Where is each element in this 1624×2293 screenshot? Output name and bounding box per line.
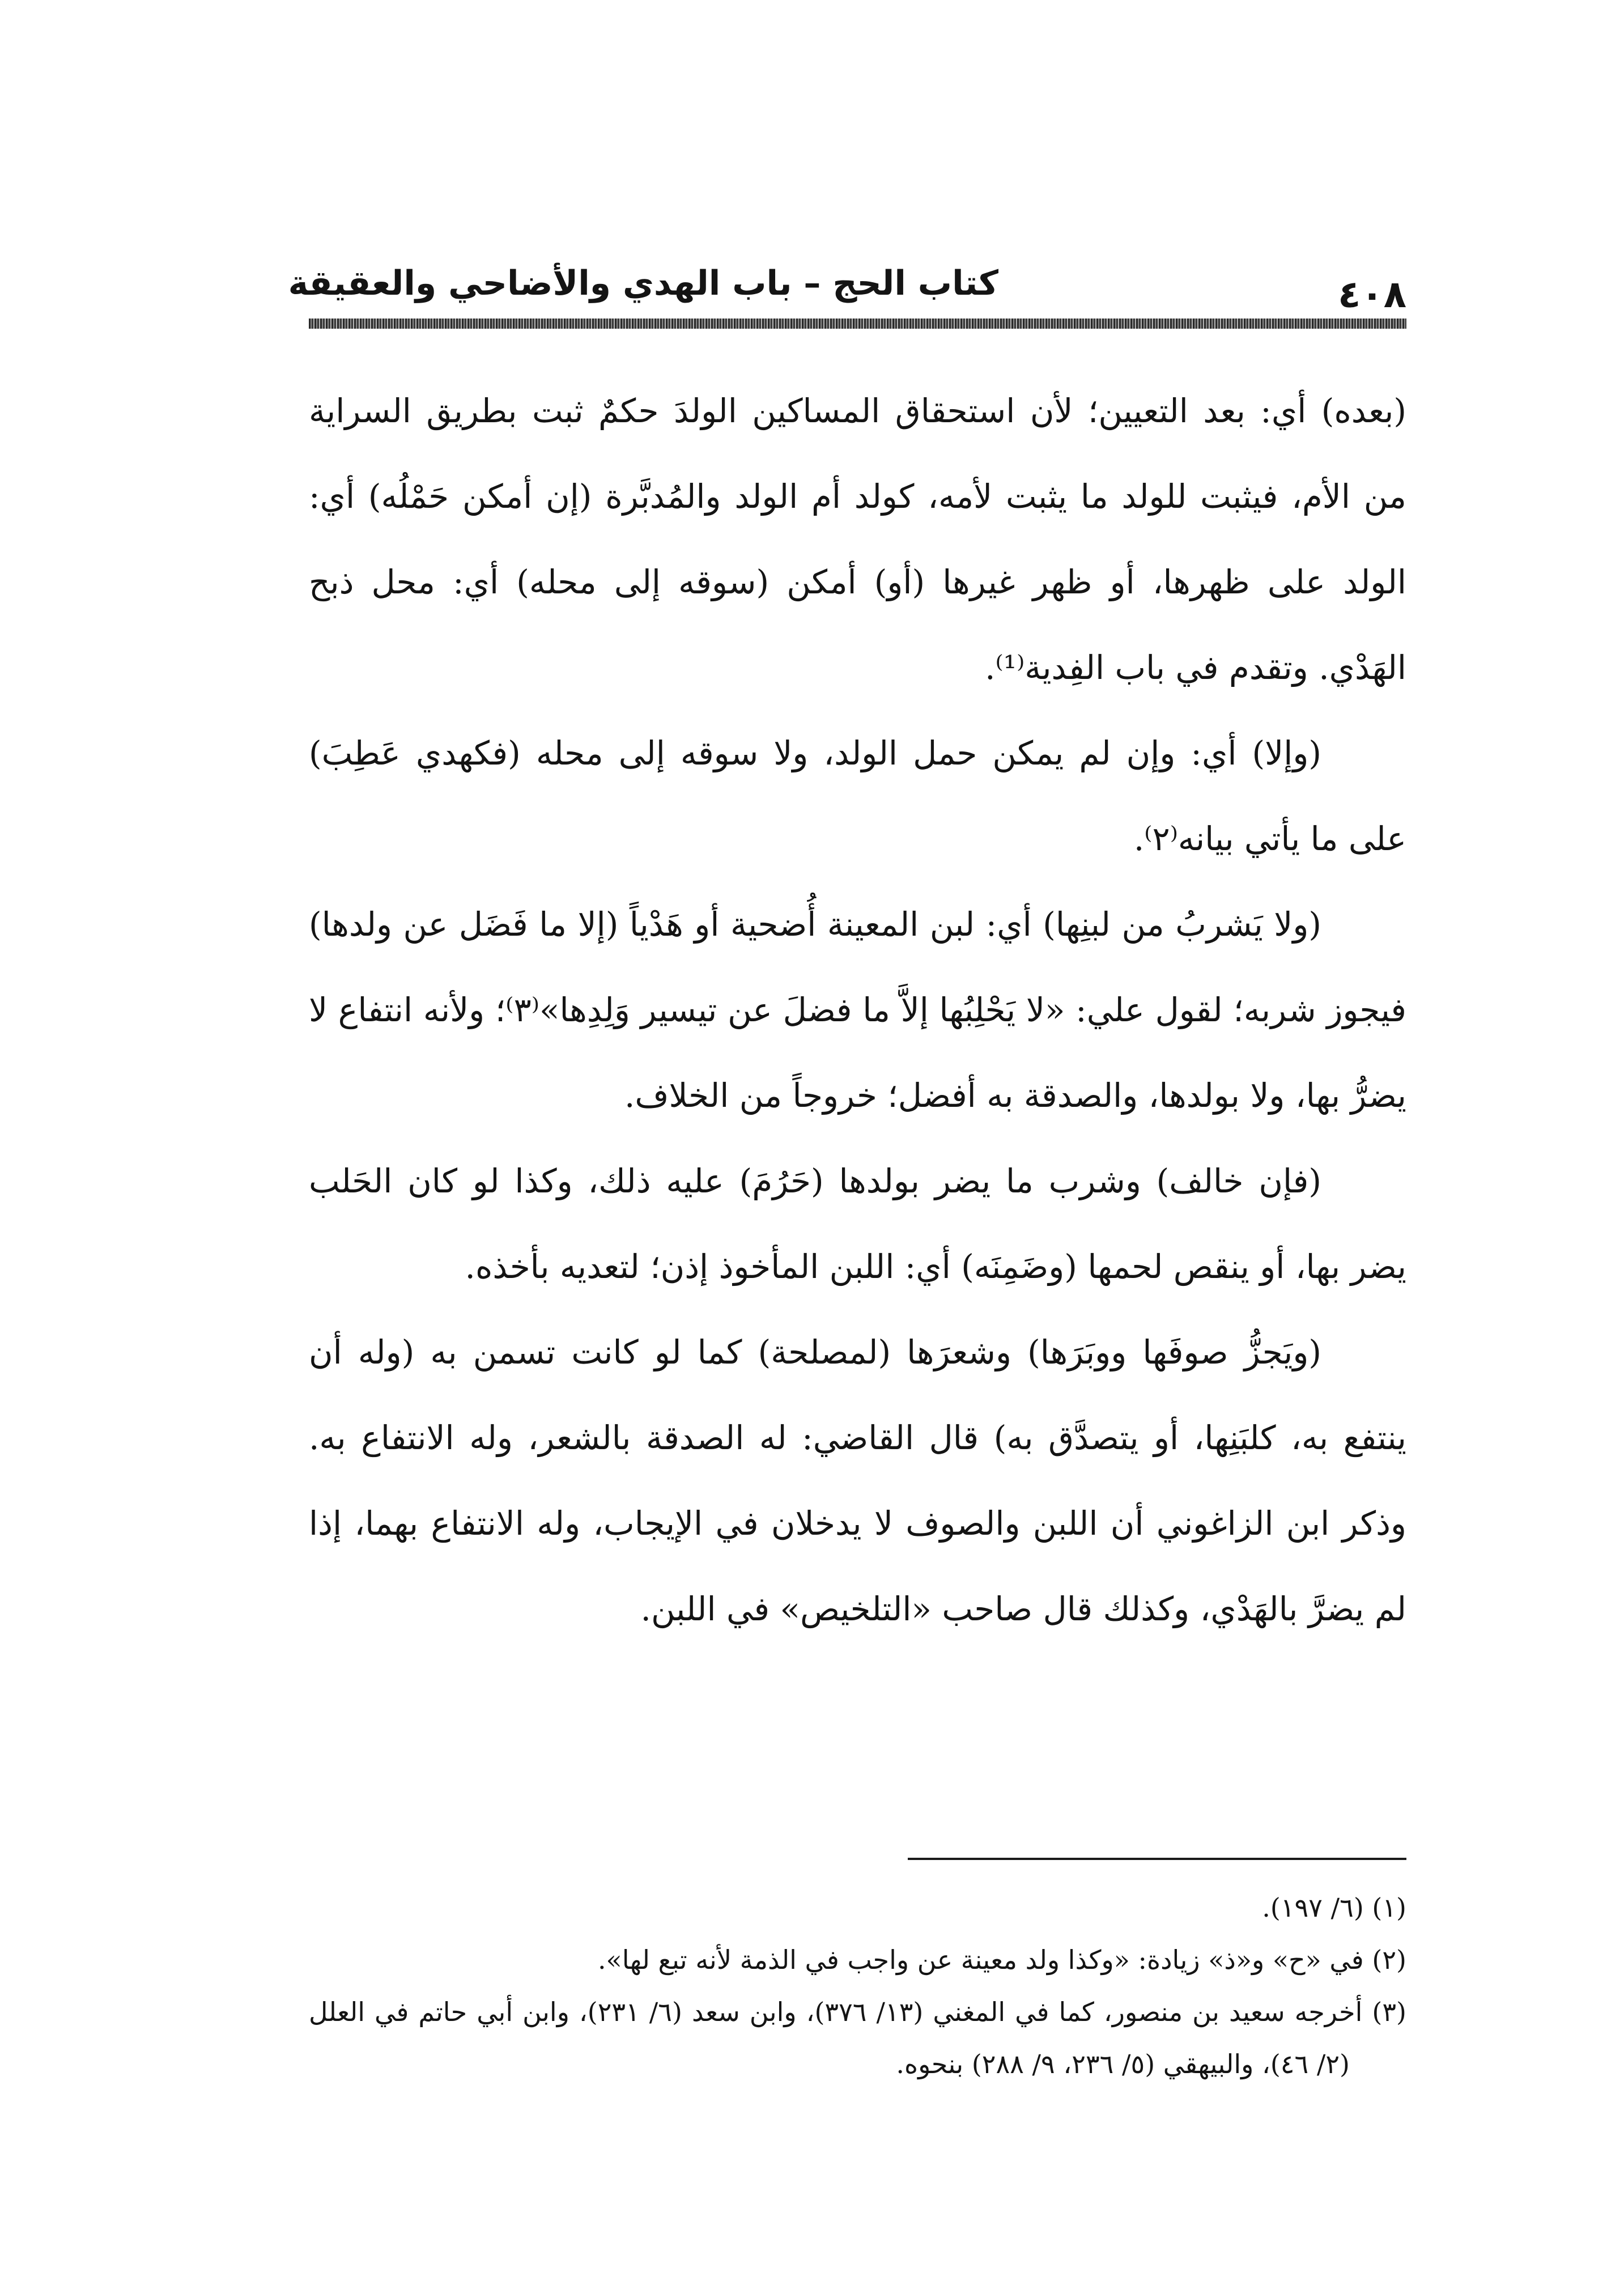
footnote-separator xyxy=(908,1858,1406,1860)
body-text xyxy=(309,368,1406,1652)
footnote: (١) (٦/ ١٩٧). xyxy=(1262,1892,1406,1923)
page-header xyxy=(288,249,1406,329)
header-rule xyxy=(309,319,1406,329)
running-title: كتاب الحج – باب الهدي والأضاحي والعقيقة xyxy=(288,264,998,303)
footnotes xyxy=(309,1882,1406,2090)
paragraph: (فإن خالف) وشرب ما يضر بولدها (حَرُمَ) عليه ذلك، وكذا لو كان الحَلب يضر بها، أو ينقص لحمها (وضَمِنَه) أي: اللبن المأخوذ إذن؛ لتعديه بأخذه. xyxy=(309,1162,1406,1286)
paragraph: (وإلا) أي: وإن لم يمكن حمل الولد، ولا سوقه إلى محله (فكهدي عَطِبَ) على ما يأتي بيانه⁽٢⁾. xyxy=(309,734,1406,858)
paragraph: (بعده) أي: بعد التعيين؛ لأن استحقاق المساكين الولدَ حكمٌ ثبت بطريق السراية من الأم، فيثبت للولد ما يثبت لأمه، كولد أم الولد والمُدبَّرة (إن أمكن حَمْلُه) أي: الولد على ظهرها، أو ظهر غيرها (أو) أمكن (سوقه إلى محله) أي: محل ذبح الهَدْي. وتقدم في باب الفِدية⁽¹⁾. xyxy=(309,392,1406,687)
footnote: (٢) في «ح» و«ذ» زيادة: «وكذا ولد معينة عن واجب في الذمة لأنه تبع لها». xyxy=(597,1944,1406,1975)
paragraph: (ولا يَشربُ من لبنِها) أي: لبن المعينة أُضحية أو هَدْياً (إلا ما فَضَل عن ولدها) فيجوز شربه؛ لقول علي: «لا يَحْلِبُها إلاَّ ما فضلَ عن تيسير وَلِدِها»⁽٣⁾؛ ولأنه انتفاع لا يضرُّ بها، ولا بولدها، والصدقة به أفضل؛ خروجاً من الخلاف. xyxy=(309,905,1406,1115)
footnote: (٣) أخرجه سعيد بن منصور، كما في المغني (١٣/ ٣٧٦)، وابن سعد (٦/ ٢٣١)، وابن أبي حاتم في العلل (٢/ ٤٦)، والبيهقي (٥/ ٢٣٦، ٩/ ٢٨٨) بنحوه. xyxy=(309,1997,1406,2079)
paragraph: (ويَجزُّ صوفَها ووبَرَها) وشعرَها (لمصلحة) كما لو كانت تسمن به (وله أن ينتفع به، كلبَنِها، أو يتصدَّق به) قال القاضي: له الصدقة بالشعر، وله الانتفاع به. وذكر ابن الزاغوني أن اللبن والصوف لا يدخلان في الإيجاب، وله الانتفاع بهما، إذا لم يضرَّ بالهَدْي، وكذلك قال صاحب «التلخيص» في اللبن. xyxy=(309,1333,1406,1628)
page-number: ٤٠٨ xyxy=(1338,273,1406,316)
